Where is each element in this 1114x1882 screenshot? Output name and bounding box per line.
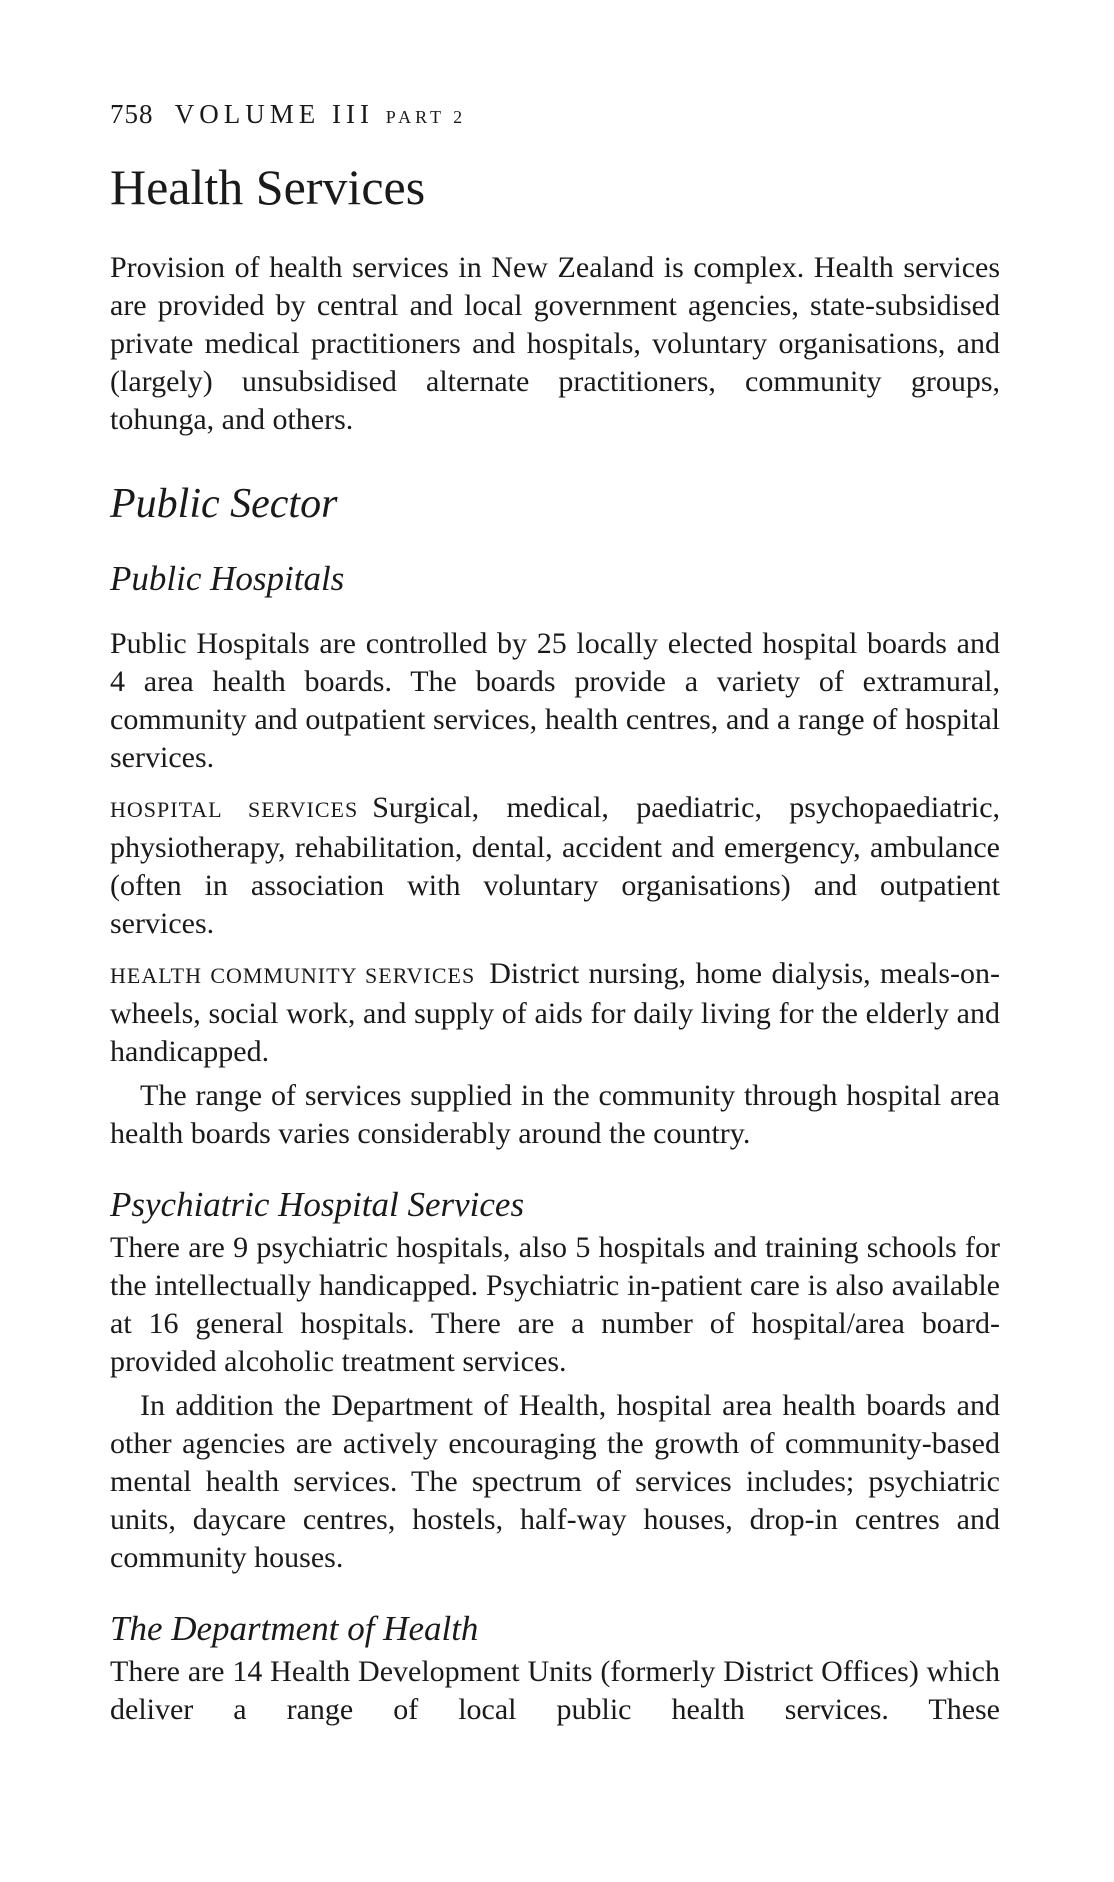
hospital-services-text: Surgical, medical, paediatric, psychopaediatric, physiotherapy, rehabilitation, dental, accident and emergency, ambulance (often in association with voluntary organisations) and outpatient services. [110,791,1001,940]
running-head [110,96,1000,135]
department-paragraph: There are 14 Health Development Units (formerly District Offices) which deliver a range of local public health services. These [110,1655,1000,1726]
page-title: Health Services [110,159,426,215]
part-label: PART 2 [385,107,467,127]
public-hospitals-paragraph: Public Hospitals are controlled by 25 locally elected hospital boards and 4 area health boards. The boards provide a variety of extramural, community and outpatient services, health centres, and a range of hospital services. [110,627,1000,774]
hospital-services-paragraph [110,789,1000,943]
document-page [110,96,1000,1729]
hospital-services-label: HOSPITAL SERVICES [110,797,359,822]
psychiatric-paragraph-1: There are 9 psychiatric hospitals, also 5 hospitals and training schools for the intellectually handicapped. Psychiatric in-patient care is also available at 16 general hospitals. There are a number of hospital/area board-provided alcoholic treatment services. [110,1231,1000,1378]
psychiatric-heading: Psychiatric Hospital Services [110,1185,525,1224]
public-sector-heading: Public Sector [110,481,338,527]
intro-paragraph: Provision of health services in New Zealand is complex. Health services are provided by central and local government agencies, state-subsidised private medical practitioners and hospitals, voluntary organisations, and (largely) unsubsidised alternate practitioners, community groups, tohunga, and others. [110,251,1000,436]
page-number: 758 [110,99,154,129]
department-heading: The Department of Health [110,1609,479,1648]
community-services-paragraph [110,955,1000,1071]
community-services-text: District nursing, home dialysis, meals-on-wheels, social work, and supply of aids for daily living for the elderly and handicapped. [110,957,1001,1068]
community-services-label: HEALTH COMMUNITY SERVICES [110,963,476,988]
public-hospitals-heading: Public Hospitals [110,559,345,598]
range-paragraph: The range of services supplied in the community through hospital area health boards varies considerably around the country. [110,1079,1000,1150]
psychiatric-paragraph-2: In addition the Department of Health, hospital area health boards and other agencies are actively encouraging the growth of community-based mental health services. The spectrum of services includes; psychiatric units, daycare centres, hostels, half-way houses, drop-in centres and community houses. [110,1389,1000,1574]
volume-label: VOLUME III [174,99,374,129]
